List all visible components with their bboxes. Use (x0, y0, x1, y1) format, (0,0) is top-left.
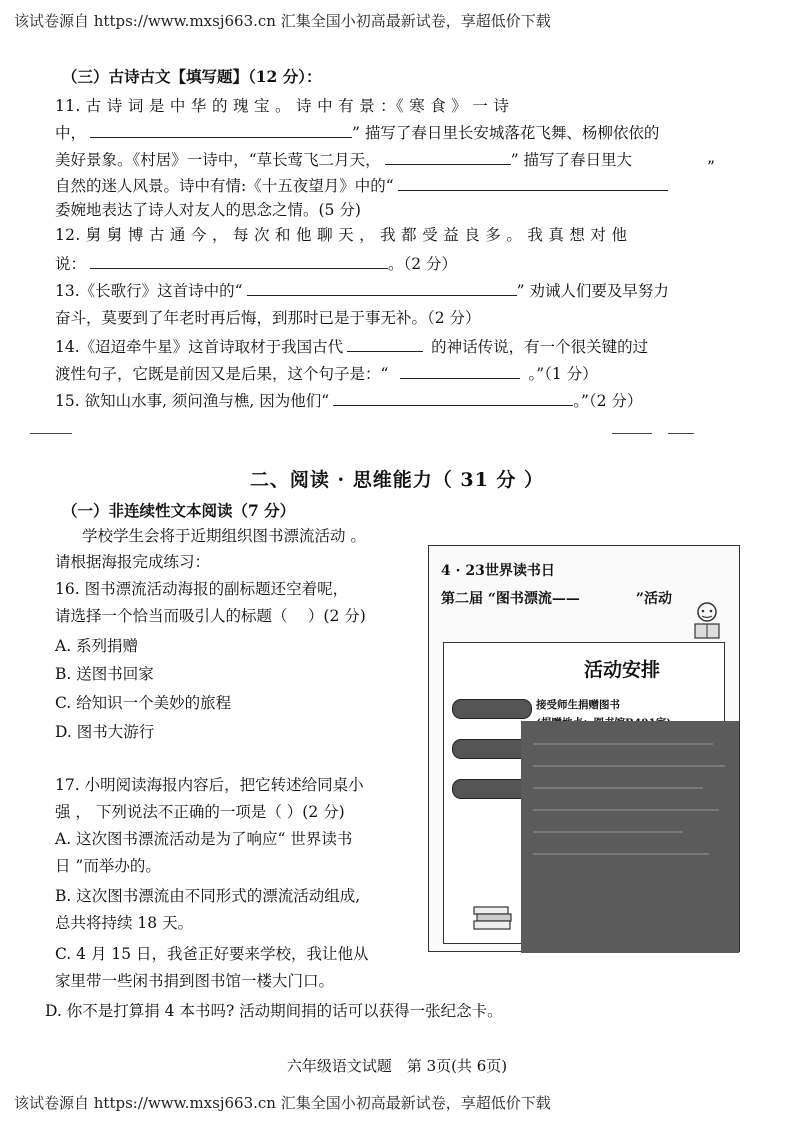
q14-line2-end: 。”（1 分） (528, 365, 598, 383)
poster-arrangement-title: 活动安排 (584, 659, 661, 681)
book-drift-poster (428, 545, 740, 952)
q11-line2 (55, 121, 659, 144)
q15-blank[interactable] (333, 389, 573, 406)
intro-line2: 请根据海报完成练习： (55, 553, 211, 571)
q13-line1-end: ” 劝诫人们要及早努力 (516, 282, 669, 300)
q17-option-b2: 总共将持续 18 天。 (55, 914, 194, 932)
q11-quote-mark: ” (707, 158, 715, 176)
q13-line1-start: 13.《长歌行》这首诗中的“ (55, 282, 243, 300)
q17-option-c2: 家里带一些闲书捐到图书馆一楼大门口。 (55, 972, 335, 990)
q15-line1-start: 15. 欲知山水事, 须问渔与樵, 因为他们“ (55, 392, 330, 410)
cartoon-reader-icon (687, 600, 727, 644)
part2-subtitle: （一）非连续性文本阅读（7 分） (62, 501, 296, 520)
divider-right-1 (612, 433, 652, 434)
q16-option-c: C. 给知识一个美妙的旅程 (55, 694, 232, 712)
q11-line4-start: 自然的迷人风景。诗中有情:《十五夜望月》中的“ (55, 177, 394, 195)
q15-line1 (55, 389, 642, 412)
q14-line2 (55, 362, 598, 385)
q11-line3 (55, 148, 632, 171)
q17-option-a2: 日 ”而举办的。 (55, 857, 161, 875)
books-stack-icon (472, 905, 514, 931)
q11-line4 (55, 174, 668, 197)
q12-line1: 12. 舅 舅 博 古 通 今 ， 每 次 和 他 聊 天 ， 我 都 受 益 良 多 。 我 真 想 对 他 (55, 226, 628, 244)
part3-title: （三）古诗古文【填写题】（12 分）： (62, 67, 322, 86)
q17-option-a1: A. 这次图书漂流活动是为了响应“ 世界读书 (55, 830, 353, 848)
date-pill-1 (452, 699, 532, 719)
page-number: 六年级语文试题 第 3页(共 6页) (286, 1057, 508, 1075)
q13-line2: 奋斗，莫要到了年老时再后悔，到那时已是于事无补。（2 分） (55, 309, 481, 327)
q11-line3-start: 美好景象。《村居》一诗中，“草长莺飞二月天， (55, 151, 381, 169)
q16-option-a: A. 系列捐赠 (55, 637, 139, 655)
q11-blank-2[interactable] (385, 148, 511, 165)
q12-line2 (55, 252, 457, 275)
q14-blank-1[interactable] (347, 335, 423, 352)
q11-line1: 11. 古 诗 词 是 中 华 的 瑰 宝 。 诗 中 有 景 ：《 寒 食 》 一 诗 (55, 97, 510, 115)
q15-line1-end: 。”（2 分） (573, 392, 643, 410)
intro-line1: 学校学生会将于近期组织图书漂流活动 。 (82, 527, 366, 545)
poster-event-line: 第二届 “图书漂流—— ”活动 (441, 591, 672, 607)
q14-blank-2[interactable] (400, 362, 520, 379)
q11-blank-1[interactable] (90, 121, 352, 138)
date-pill-3 (452, 779, 532, 799)
q14-line1-end: 的神话传说，有一个很关键的过 (431, 338, 649, 356)
divider-left (30, 433, 72, 434)
q12-blank[interactable] (90, 252, 388, 269)
q17-line2: 强 ， 下列说法不正确的一项是（ ）(2 分) (55, 803, 345, 821)
divider-right-2 (668, 433, 694, 434)
q16-line1: 16. 图书漂流活动海报的副标题还空着呢， (55, 580, 349, 598)
q16-option-b: B. 送图书回家 (55, 665, 154, 683)
q14-line1 (55, 335, 648, 358)
part2-title: 二、阅读 · 思维能力（ 31 分 ） (249, 469, 545, 491)
date-pill-2 (452, 739, 532, 759)
q16-option-d: D. 图书大游行 (55, 723, 155, 741)
q17-option-b1: B. 这次图书漂流由不同形式的漂流活动组成, (55, 887, 361, 905)
poster-date-line: 4 · 23世界读书日 (441, 563, 555, 579)
q17-option-c1: C. 4 月 15 日，我爸正好要来学校，我让他从 (55, 945, 369, 963)
q17-line1: 17. 小明阅读海报内容后，把它转述给同桌小 (55, 776, 364, 794)
q12-line2-start: 说： (55, 255, 87, 273)
q11-blank-3[interactable] (398, 174, 668, 191)
q14-line2-start: 渡性句子，它既是前因又是后果，这个句子是：“ (55, 365, 389, 383)
q13-line1 (55, 279, 669, 302)
q12-line2-end: 。（2 分） (388, 255, 458, 273)
poster-obscured-notes (521, 721, 739, 953)
q11-line2-start: 中， (55, 124, 87, 142)
footer-source: 该试卷源自 https://www.mxsj663.cn 汇集全国小初高最新试卷，享超低价下载 (14, 1094, 551, 1112)
header-source: 该试卷源自 https://www.mxsj663.cn 汇集全国小初高最新试卷，享超低价下载 (14, 12, 551, 30)
poster-item1-main: 接受师生捐赠图书 (536, 699, 620, 711)
q11-line2-end: ” 描写了春日里长安城落花飞舞、杨柳依依的 (352, 124, 660, 142)
q13-blank[interactable] (247, 279, 517, 296)
q11-line5: 委婉地表达了诗人对友人的思念之情。(5 分) (55, 201, 361, 219)
q17-option-d: D. 你不是打算捐 4 本书吗? 活动期间捐的话可以获得一张纪念卡。 (45, 1002, 503, 1020)
q11-line3-end: ” 描写了春日里大 (510, 151, 633, 169)
q16-line2: 请选择一个恰当而吸引人的标题（ ）(2 分) (55, 607, 366, 625)
q14-line1-start: 14.《迢迢牵牛星》这首诗取材于我国古代 (55, 338, 344, 356)
